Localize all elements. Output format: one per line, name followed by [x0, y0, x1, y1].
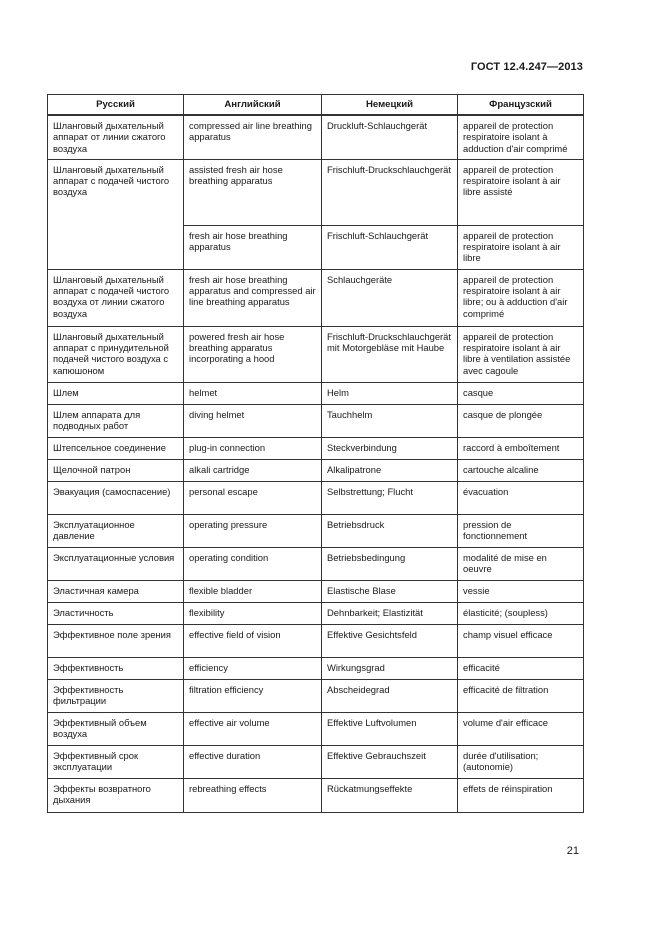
table-row — [48, 437, 584, 459]
terminology-table — [47, 94, 584, 813]
cell-english: alkali cartridge — [184, 459, 322, 481]
cell-russian: Эластичная камера — [48, 580, 184, 602]
table-row — [48, 580, 584, 602]
cell-english: personal escape — [184, 481, 322, 514]
cell-german: Druckluft-Schlauchgerät — [322, 115, 458, 159]
table-row — [48, 602, 584, 624]
cell-french: élasticité; (soupless) — [458, 602, 584, 624]
page-number: 21 — [566, 845, 579, 857]
cell-french: champ visuel efficace — [458, 624, 584, 657]
cell-french: casque de plongée — [458, 404, 584, 437]
cell-german: Frischluft-Schlauchgerät — [322, 225, 458, 269]
cell-german: Helm — [322, 382, 458, 404]
cell-german: Schlauchgeräte — [322, 269, 458, 326]
cell-german: Alkalipatrone — [322, 459, 458, 481]
table-row — [48, 269, 584, 326]
table-row — [48, 382, 584, 404]
table-row — [48, 459, 584, 481]
cell-russian: Шланговый дыхательный аппарат от линии сжатого воздуха — [48, 115, 184, 159]
cell-french: cartouche alcaline — [458, 459, 584, 481]
cell-german: Steckverbindung — [322, 437, 458, 459]
cell-french: efficacité de filtration — [458, 679, 584, 712]
cell-english: plug-in connection — [184, 437, 322, 459]
cell-russian: Шлем аппарата для подводных работ — [48, 404, 184, 437]
cell-english: effective field of vision — [184, 624, 322, 657]
cell-german: Frischluft-Druckschlauchgerät mit Motorgebläse mit Haube — [322, 326, 458, 382]
table-row — [48, 481, 584, 514]
cell-french: appareil de protection respiratoire isolant à air libre à ventilation assistée avec cagoule — [458, 326, 584, 382]
cell-german: Rückatmungseffekte — [322, 778, 458, 812]
cell-english: rebreathing effects — [184, 778, 322, 812]
cell-german: Frischluft-Druckschlauchgerät — [322, 159, 458, 225]
cell-russian: Эффективность фильтрации — [48, 679, 184, 712]
cell-german: Wirkungsgrad — [322, 657, 458, 679]
table-row — [48, 159, 584, 225]
cell-english: diving helmet — [184, 404, 322, 437]
cell-german: Betriebsbedingung — [322, 547, 458, 580]
cell-german: Selbstrettung; Flucht — [322, 481, 458, 514]
cell-russian: Шланговый дыхательный аппарат с подачей чистого воздуха от линии сжатого воздуха — [48, 269, 184, 326]
cell-french: appareil de protection respiratoire isolant à air libre; ou à adduction d'air comprimé — [458, 269, 584, 326]
cell-english: helmet — [184, 382, 322, 404]
column-header-german: Немецкий — [322, 95, 458, 116]
column-header-french: Французский — [458, 95, 584, 116]
table-header-row — [48, 95, 584, 116]
cell-english: effective air volume — [184, 712, 322, 745]
column-header-english: Английский — [184, 95, 322, 116]
cell-german: Elastische Blase — [322, 580, 458, 602]
cell-russian: Эффективный объем воздуха — [48, 712, 184, 745]
cell-russian: Эксплуатационное давление — [48, 514, 184, 547]
cell-french: modalité de mise en oeuvre — [458, 547, 584, 580]
cell-english: effective duration — [184, 745, 322, 778]
cell-french: efficacité — [458, 657, 584, 679]
cell-russian: Шланговый дыхательный аппарат с подачей чистого воздуха — [48, 159, 184, 269]
cell-english: flexible bladder — [184, 580, 322, 602]
cell-english: powered fresh air hose breathing apparatus incorporating a hood — [184, 326, 322, 382]
cell-german: Effektive Gesichtsfeld — [322, 624, 458, 657]
cell-russian: Шланговый дыхательный аппарат с принудительной подачей чистого воздуха с капюшоном — [48, 326, 184, 382]
cell-english: operating condition — [184, 547, 322, 580]
table-row — [48, 115, 584, 159]
cell-english: flexibility — [184, 602, 322, 624]
cell-russian: Штепсельное соединение — [48, 437, 184, 459]
cell-german: Effektive Luftvolumen — [322, 712, 458, 745]
cell-french: appareil de protection respiratoire isolant à adduction d'air comprimé — [458, 115, 584, 159]
cell-russian: Эвакуация (самоспасение) — [48, 481, 184, 514]
cell-french: raccord à emboîtement — [458, 437, 584, 459]
cell-english: fresh air hose breathing apparatus and compressed air line breathing apparatus — [184, 269, 322, 326]
cell-russian: Эффективный срок эксплуатации — [48, 745, 184, 778]
cell-french: pression de fonctionnement — [458, 514, 584, 547]
cell-german: Abscheidegrad — [322, 679, 458, 712]
cell-russian: Эффективное поле зрения — [48, 624, 184, 657]
table-row — [48, 547, 584, 580]
cell-german: Effektive Gebrauchszeit — [322, 745, 458, 778]
cell-russian: Эффективность — [48, 657, 184, 679]
cell-french: vessie — [458, 580, 584, 602]
cell-french: évacuation — [458, 481, 584, 514]
cell-french: casque — [458, 382, 584, 404]
cell-russian: Эксплуатационные условия — [48, 547, 184, 580]
cell-english: assisted fresh air hose breathing apparatus — [184, 159, 322, 225]
table-row — [48, 712, 584, 745]
table-row — [48, 326, 584, 382]
cell-russian: Эластичность — [48, 602, 184, 624]
table-row — [48, 679, 584, 712]
table-row — [48, 778, 584, 812]
table-row — [48, 624, 584, 657]
table-row — [48, 514, 584, 547]
table-row — [48, 404, 584, 437]
cell-russian: Эффекты возвратного дыхания — [48, 778, 184, 812]
cell-english: filtration efficiency — [184, 679, 322, 712]
cell-french: durée d'utilisation; (autonomie) — [458, 745, 584, 778]
cell-german: Betriebsdruck — [322, 514, 458, 547]
cell-russian: Шлем — [48, 382, 184, 404]
column-header-russian: Русский — [48, 95, 184, 116]
cell-english: fresh air hose breathing apparatus — [184, 225, 322, 269]
cell-english: operating pressure — [184, 514, 322, 547]
table-row — [48, 657, 584, 679]
document-code: ГОСТ 12.4.247—2013 — [470, 61, 583, 73]
cell-french: volume d'air efficace — [458, 712, 584, 745]
cell-german: Dehnbarkeit; Elastizität — [322, 602, 458, 624]
cell-english: compressed air line breathing apparatus — [184, 115, 322, 159]
cell-german: Tauchhelm — [322, 404, 458, 437]
cell-russian: Щелочной патрон — [48, 459, 184, 481]
cell-english: efficiency — [184, 657, 322, 679]
cell-french: appareil de protection respiratoire isolant à air libre assisté — [458, 159, 584, 225]
cell-french: effets de réinspiration — [458, 778, 584, 812]
cell-french: appareil de protection respiratoire isolant à air libre — [458, 225, 584, 269]
table-row — [48, 745, 584, 778]
